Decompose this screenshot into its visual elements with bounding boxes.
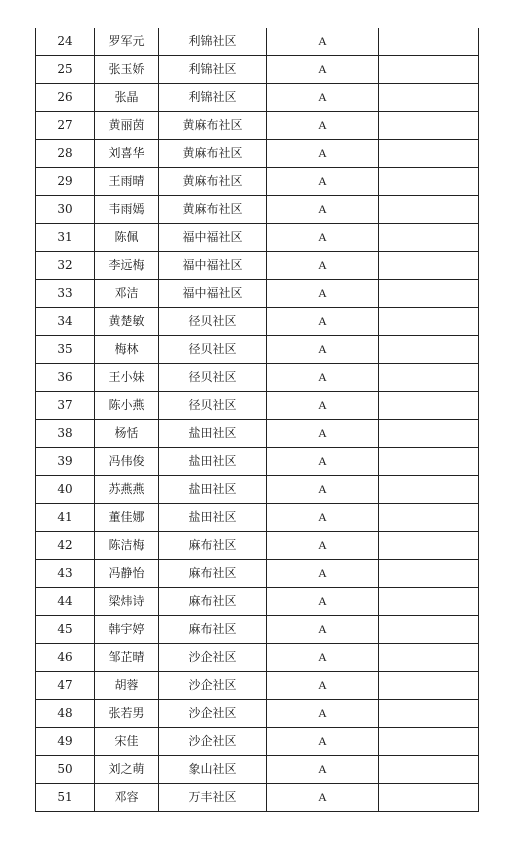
grade-cell: A (267, 84, 379, 112)
grade-cell: A (267, 588, 379, 616)
row-number-cell: 28 (36, 140, 95, 168)
table-row (36, 448, 479, 476)
table-row (36, 280, 479, 308)
table-row (36, 364, 479, 392)
grade-cell: A (267, 112, 379, 140)
table-row (36, 784, 479, 812)
table-row (36, 308, 479, 336)
community-cell: 黄麻布社区 (159, 140, 267, 168)
grade-cell: A (267, 364, 379, 392)
grade-cell: A (267, 728, 379, 756)
grade-cell: A (267, 224, 379, 252)
table-row (36, 336, 479, 364)
community-cell: 沙企社区 (159, 644, 267, 672)
table-row (36, 476, 479, 504)
community-cell: 沙企社区 (159, 728, 267, 756)
person-name-cell: 陈洁梅 (95, 532, 159, 560)
roster-table-body (36, 28, 479, 812)
row-number-cell: 41 (36, 504, 95, 532)
community-cell: 福中福社区 (159, 224, 267, 252)
remark-cell (379, 588, 479, 616)
grade-cell: A (267, 56, 379, 84)
community-cell: 万丰社区 (159, 784, 267, 812)
table-row (36, 532, 479, 560)
grade-cell: A (267, 560, 379, 588)
row-number-cell: 38 (36, 420, 95, 448)
person-name-cell: 梅林 (95, 336, 159, 364)
remark-cell (379, 84, 479, 112)
person-name-cell: 陈佩 (95, 224, 159, 252)
remark-cell (379, 476, 479, 504)
remark-cell (379, 308, 479, 336)
table-row (36, 420, 479, 448)
grade-cell: A (267, 476, 379, 504)
person-name-cell: 胡蓉 (95, 672, 159, 700)
row-number-cell: 49 (36, 728, 95, 756)
row-number-cell: 50 (36, 756, 95, 784)
row-number-cell: 27 (36, 112, 95, 140)
table-row (36, 392, 479, 420)
remark-cell (379, 140, 479, 168)
remark-cell (379, 196, 479, 224)
grade-cell: A (267, 756, 379, 784)
community-cell: 黄麻布社区 (159, 112, 267, 140)
remark-cell (379, 448, 479, 476)
table-row (36, 224, 479, 252)
row-number-cell: 43 (36, 560, 95, 588)
row-number-cell: 39 (36, 448, 95, 476)
person-name-cell: 宋佳 (95, 728, 159, 756)
grade-cell: A (267, 448, 379, 476)
remark-cell (379, 504, 479, 532)
grade-cell: A (267, 196, 379, 224)
grade-cell: A (267, 280, 379, 308)
remark-cell (379, 532, 479, 560)
table-row (36, 756, 479, 784)
person-name-cell: 韩宇婷 (95, 616, 159, 644)
remark-cell (379, 784, 479, 812)
row-number-cell: 26 (36, 84, 95, 112)
person-name-cell: 邓洁 (95, 280, 159, 308)
row-number-cell: 24 (36, 28, 95, 56)
community-cell: 沙企社区 (159, 672, 267, 700)
remark-cell (379, 28, 479, 56)
grade-cell: A (267, 420, 379, 448)
person-name-cell: 张若男 (95, 700, 159, 728)
person-name-cell: 杨恬 (95, 420, 159, 448)
community-cell: 黄麻布社区 (159, 168, 267, 196)
document-table-container (35, 28, 476, 812)
table-row (36, 728, 479, 756)
remark-cell (379, 168, 479, 196)
row-number-cell: 34 (36, 308, 95, 336)
row-number-cell: 46 (36, 644, 95, 672)
community-cell: 径贝社区 (159, 392, 267, 420)
person-name-cell: 张晶 (95, 84, 159, 112)
row-number-cell: 47 (36, 672, 95, 700)
person-name-cell: 梁炜诗 (95, 588, 159, 616)
table-row (36, 672, 479, 700)
remark-cell (379, 728, 479, 756)
remark-cell (379, 112, 479, 140)
person-name-cell: 罗军元 (95, 28, 159, 56)
table-row (36, 644, 479, 672)
remark-cell (379, 644, 479, 672)
person-name-cell: 黄楚敏 (95, 308, 159, 336)
table-row (36, 700, 479, 728)
grade-cell: A (267, 168, 379, 196)
community-cell: 麻布社区 (159, 560, 267, 588)
remark-cell (379, 336, 479, 364)
person-name-cell: 黄丽茵 (95, 112, 159, 140)
person-name-cell: 邹芷晴 (95, 644, 159, 672)
row-number-cell: 29 (36, 168, 95, 196)
row-number-cell: 48 (36, 700, 95, 728)
table-row (36, 84, 479, 112)
remark-cell (379, 280, 479, 308)
remark-cell (379, 560, 479, 588)
table-row (36, 252, 479, 280)
remark-cell (379, 756, 479, 784)
grade-cell: A (267, 532, 379, 560)
table-row (36, 140, 479, 168)
grade-cell: A (267, 308, 379, 336)
person-name-cell: 王小妹 (95, 364, 159, 392)
grade-cell: A (267, 252, 379, 280)
table-row (36, 616, 479, 644)
row-number-cell: 40 (36, 476, 95, 504)
community-cell: 象山社区 (159, 756, 267, 784)
remark-cell (379, 672, 479, 700)
person-name-cell: 冯静怡 (95, 560, 159, 588)
grade-cell: A (267, 616, 379, 644)
community-cell: 利锦社区 (159, 84, 267, 112)
grade-cell: A (267, 644, 379, 672)
community-cell: 盐田社区 (159, 476, 267, 504)
remark-cell (379, 364, 479, 392)
row-number-cell: 45 (36, 616, 95, 644)
remark-cell (379, 420, 479, 448)
remark-cell (379, 56, 479, 84)
person-name-cell: 陈小燕 (95, 392, 159, 420)
table-row (36, 112, 479, 140)
community-cell: 利锦社区 (159, 28, 267, 56)
community-cell: 盐田社区 (159, 420, 267, 448)
person-name-cell: 刘喜华 (95, 140, 159, 168)
row-number-cell: 36 (36, 364, 95, 392)
row-number-cell: 44 (36, 588, 95, 616)
grade-cell: A (267, 140, 379, 168)
community-cell: 盐田社区 (159, 448, 267, 476)
community-cell: 黄麻布社区 (159, 196, 267, 224)
remark-cell (379, 392, 479, 420)
row-number-cell: 33 (36, 280, 95, 308)
person-name-cell: 韦雨嫣 (95, 196, 159, 224)
person-name-cell: 苏燕燕 (95, 476, 159, 504)
row-number-cell: 30 (36, 196, 95, 224)
grade-cell: A (267, 672, 379, 700)
roster-table (35, 28, 479, 812)
grade-cell: A (267, 784, 379, 812)
remark-cell (379, 252, 479, 280)
person-name-cell: 冯伟俊 (95, 448, 159, 476)
row-number-cell: 31 (36, 224, 95, 252)
community-cell: 福中福社区 (159, 252, 267, 280)
table-row (36, 28, 479, 56)
row-number-cell: 37 (36, 392, 95, 420)
table-row (36, 196, 479, 224)
grade-cell: A (267, 392, 379, 420)
table-row (36, 56, 479, 84)
person-name-cell: 刘之萌 (95, 756, 159, 784)
table-row (36, 560, 479, 588)
grade-cell: A (267, 700, 379, 728)
community-cell: 麻布社区 (159, 588, 267, 616)
community-cell: 径贝社区 (159, 364, 267, 392)
row-number-cell: 25 (36, 56, 95, 84)
community-cell: 沙企社区 (159, 700, 267, 728)
grade-cell: A (267, 504, 379, 532)
community-cell: 径贝社区 (159, 336, 267, 364)
community-cell: 麻布社区 (159, 532, 267, 560)
row-number-cell: 35 (36, 336, 95, 364)
grade-cell: A (267, 336, 379, 364)
person-name-cell: 王雨晴 (95, 168, 159, 196)
person-name-cell: 董佳娜 (95, 504, 159, 532)
row-number-cell: 51 (36, 784, 95, 812)
community-cell: 盐田社区 (159, 504, 267, 532)
community-cell: 径贝社区 (159, 308, 267, 336)
person-name-cell: 李远梅 (95, 252, 159, 280)
table-row (36, 168, 479, 196)
row-number-cell: 42 (36, 532, 95, 560)
remark-cell (379, 616, 479, 644)
table-row (36, 588, 479, 616)
remark-cell (379, 224, 479, 252)
row-number-cell: 32 (36, 252, 95, 280)
person-name-cell: 张玉娇 (95, 56, 159, 84)
community-cell: 利锦社区 (159, 56, 267, 84)
community-cell: 麻布社区 (159, 616, 267, 644)
person-name-cell: 邓容 (95, 784, 159, 812)
community-cell: 福中福社区 (159, 280, 267, 308)
grade-cell: A (267, 28, 379, 56)
table-row (36, 504, 479, 532)
remark-cell (379, 700, 479, 728)
